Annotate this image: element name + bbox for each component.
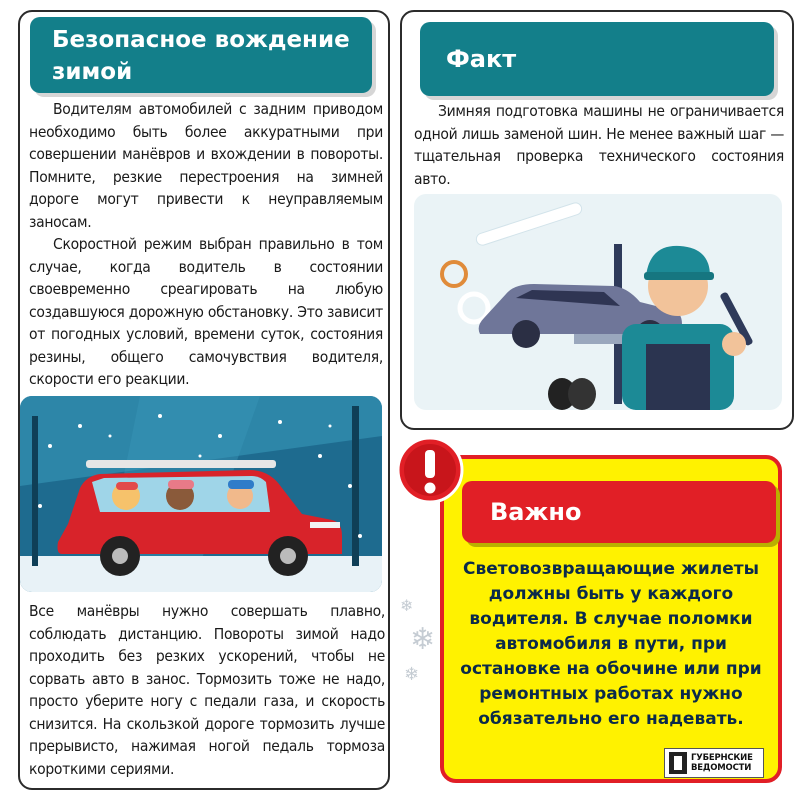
paragraph-maneuvers: Все манёвры нужно совершать плавно, соблюдать дистанцию. Повороты зимой надо проходить без резких ускорений, чтобы не сорвать авто в занос. Тормозить тоже не надо, просто уберите ногу с педали газа, и скорость снизится. На скользкой дороге тормозить лучше прерывисто, нажимая ногой педаль тормоза короткими сериями. bbox=[29, 602, 385, 778]
snowflake-icon: ❄ bbox=[400, 596, 414, 615]
fact-title: Факт bbox=[420, 22, 774, 96]
logo-line-2: ВЕДОМОСТИ bbox=[691, 763, 752, 773]
logo-mark-icon bbox=[669, 752, 687, 774]
fact-text bbox=[414, 100, 784, 190]
safe-driving-panel bbox=[18, 10, 390, 790]
safe-driving-text-bottom bbox=[29, 600, 385, 780]
logo-line-1: ГУБЕРНСКИЕ bbox=[691, 753, 753, 763]
important-text: Световозвращающие жилеты должны быть у каждого водителя. В случае поломки автомобиля в пути, при остановке на обочине или при ремонтных работах нужно обязательно его надевать. bbox=[460, 559, 762, 729]
snowflake-icon: ❄ bbox=[410, 622, 436, 657]
important-panel bbox=[440, 455, 782, 783]
mechanic-illustration bbox=[414, 194, 782, 410]
important-title: Важно bbox=[462, 481, 776, 543]
paragraph-speed: Скоростной режим выбран правильно в том случае, когда водитель в состоянии своевременно среагировать на любую создавшуюся дорожную обстановку. Это зависит от погодных условий, времени суток, состояния резины, общего самочувствия водителя, скорости его реакции. bbox=[29, 235, 383, 388]
gubernskie-vedomosti-logo bbox=[664, 748, 764, 778]
family-car-illustration bbox=[20, 396, 382, 592]
fact-panel bbox=[400, 10, 794, 430]
safe-driving-text-top bbox=[29, 98, 383, 391]
paragraph-rear-drive: Водителям автомобилей с задним приводом необходимо быть более аккуратными при совершении манёвров и вхождении в повороты. Помните, резкие перестроения на зимней дороге могут привести к неуправляемым заносам. bbox=[29, 100, 383, 231]
fact-paragraph: Зимняя подготовка машины не ограничивается одной лишь заменой шин. Не менее важный шаг — тщательная проверка технического состояния авто. bbox=[414, 102, 784, 188]
snowflake-icon: ❄ bbox=[404, 664, 420, 685]
safe-driving-title: Безопасное вождение зимой bbox=[30, 17, 372, 93]
exclamation-icon bbox=[396, 436, 464, 504]
